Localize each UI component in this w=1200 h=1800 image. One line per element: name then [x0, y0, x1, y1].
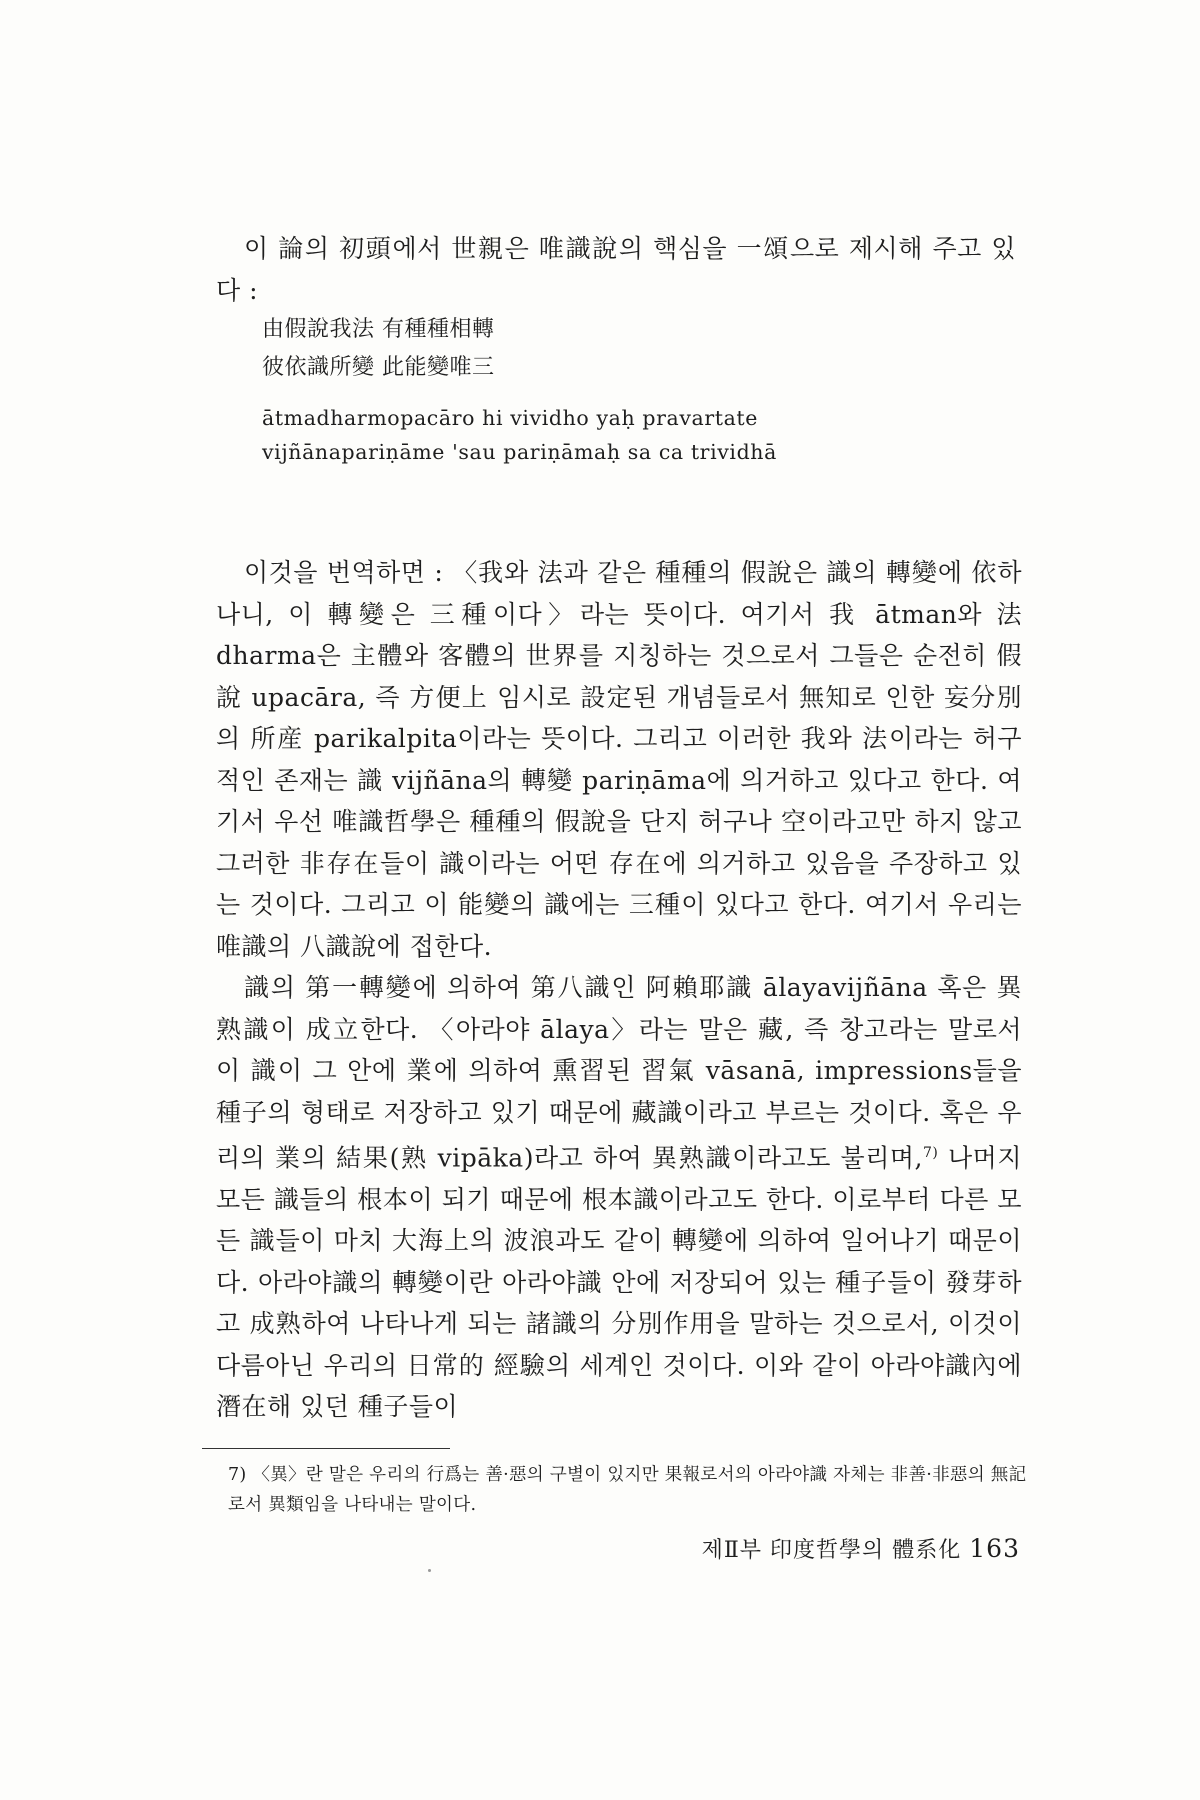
section-title: 제Ⅱ부 印度哲學의 體系化 [701, 1538, 962, 1563]
intro-block [216, 228, 1016, 311]
footnote-text: 〈異〉란 말은 우리의 行爲는 善·惡의 구별이 있지만 果報로서의 아라야識 자체는 非善·非惡의 無記로서 異類임을 나타내는 말이다. [228, 1465, 1027, 1515]
verse-line-1: 由假說我法 有種種相轉 [262, 317, 495, 342]
page-speck [428, 1569, 431, 1572]
footnote [228, 1460, 1028, 1520]
paragraph-2-part-2: 나머지 모든 識들의 根本이 되기 때문에 根本識이라고도 한다. 이로부터 다른 모든 識들이 마치 大海上의 波浪과도 같이 轉變에 의하여 일어나기 때문이다. 아라야識의 轉變이란 아라야識 안에 저장되어 있는 種子들이 發芽하고 成熟하여 나타나게 되는 諸識의 分別作用을 말하는 것으로서, 이것이 다름아닌 우리의 日常的 經驗의 세계인 것이다. 이와 같이 아라야識內에 潛在해 있던 種子들이 [216, 1143, 1022, 1422]
footnote-divider [202, 1448, 450, 1449]
paragraph-1: 이것을 번역하면 : 〈我와 法과 같은 種種의 假說은 識의 轉變에 依하나니, 이 轉變은 三種이다〉라는 뜻이다. 여기서 我 ātman와 法 dharma은 主體와 客體의 世界를 지칭하는 것으로서 그들은 순전히 假說 upacāra, 즉 方便上 임시로 設定된 개념들로서 無知로 인한 妄分別의 所産 parikalpita이라는 뜻이다. 그리고 이러한 我와 法이라는 허구적인 존재는 識 vijñāna의 轉變 pariṇāma에 의거하고 있다고 한다. 여기서 우선 唯識哲學은 種種의 假說을 단지 허구나 空이라고만 하지 않고 그러한 非存在들이 識이라는 어떤 存在에 의거하고 있음을 주장하고 있는 것이다. 그리고 이 能變의 識에는 三種이 있다고 한다. 여기서 우리는 唯識의 八識說에 접한다. [216, 558, 1022, 961]
page-number: 163 [969, 1534, 1020, 1563]
paragraph-2-part-1: 識의 第一轉變에 의하여 第八識인 阿賴耶識 ālayavijñāna 혹은 異熟識이 成立한다. 〈아라야 ālaya〉라는 말은 藏, 즉 창고라는 말로서 이 識이 그 안에 業에 의하여 熏習된 習氣 vāsanā, impressions들을 種子의 형태로 저장하고 있기 때문에 藏識이라고 부르는 것이다. 혹은 우리의 業의 結果(熟 vipāka)라고 하여 異熟識이라고도 불리며, [216, 973, 1022, 1173]
running-footer [640, 1533, 1020, 1564]
sanskrit-line-1: ātmadharmopacāro hi vividho yaḥ pravartate [262, 406, 758, 430]
paragraph-2 [216, 967, 1022, 1428]
verse-line-2: 彼依識所變 此能變唯三 [262, 355, 495, 380]
footnote-reference[interactable]: 7) [922, 1145, 939, 1161]
main-text [216, 552, 1022, 1428]
footnote-marker: 7) [228, 1465, 247, 1485]
intro-paragraph: 이 論의 初頭에서 世親은 唯識說의 핵심을 一頌으로 제시해 주고 있다 : [216, 234, 1016, 305]
sanskrit-line-2: vijñānapariṇāme 'sau pariṇāmaḥ sa ca trividhā [262, 440, 777, 464]
